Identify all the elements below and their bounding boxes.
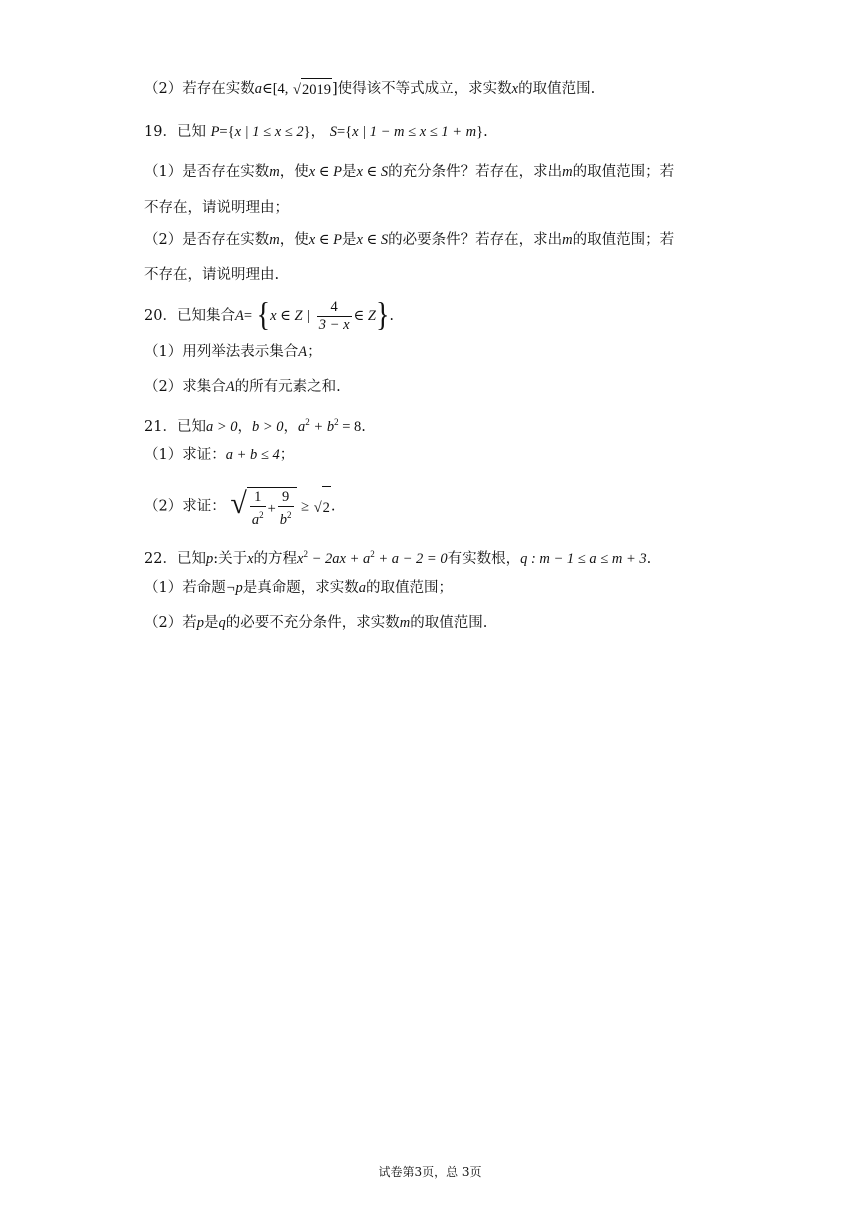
rbrace: } [303,124,311,140]
var-A: A [225,379,235,395]
denominator: 3 − x [318,316,350,333]
set-cond: ∈ Z [353,308,376,324]
plus: + [267,501,276,517]
q20-stem [144,296,394,336]
text: （1）求证： [144,447,226,463]
math: x [297,550,304,567]
text: 有实数根， [447,550,521,567]
text: 的必要条件？若存在，求出 [388,232,563,248]
text: ]使得该不等式成立，求实数 [332,81,512,97]
text: 的取值范围. [410,615,488,631]
q19-part2-cont [144,265,279,285]
text: （2）若存在实数 [144,81,255,97]
var-m: m [269,232,280,248]
lbrace: { [227,124,235,140]
math: a + b ≤ 4 [225,447,280,463]
q19-part1-cont [144,198,289,218]
q19-part1 [144,162,674,182]
numerator: 9 [278,489,294,507]
question-number: 21．已知 [144,418,206,435]
var-P: P [210,124,220,140]
q18-part2 [144,78,595,100]
question-number: 20．已知集合 [144,308,235,324]
q21-part2 [144,484,336,529]
text: ； [279,447,295,463]
var-x: x [247,550,254,567]
question-number: 22．已知 [144,550,206,567]
math: x ∈ S [356,164,389,180]
math: = 8 [338,418,362,435]
cond-b: b > 0 [252,418,284,435]
numerator: 4 [317,299,352,317]
page-footer: 试卷第3页，总 3页 [378,1165,482,1179]
var-m: m [269,164,280,180]
fraction [278,489,294,529]
text: 的方程 [253,550,298,567]
math: x ∈ P [308,232,342,248]
text: 的取值范围. [518,81,596,97]
text: 的取值范围； [366,580,454,596]
sep: ， [310,124,326,140]
q22-part1 [144,578,453,598]
q19-stem [144,122,488,142]
var-a: a [251,511,260,528]
cond-a: a > 0 [205,418,238,435]
text: 是 [342,232,357,248]
sqrt-2: √2 [314,486,331,528]
text: ，使 [279,232,309,248]
set-cond: x ∈ Z | [270,308,311,324]
text: 的充分条件？若存在，求出 [388,164,563,180]
text: 是 [203,615,219,631]
math: a [298,418,306,435]
radicand: 2019 [301,78,332,100]
text: （2）是否存在实数 [144,232,270,248]
rbrace: } [375,296,390,334]
period: . [389,308,395,324]
rbrace: } [476,124,484,140]
var-m: m [399,615,411,631]
text: 的所有元素之和. [234,379,341,395]
interval-start: ∈[4, [261,81,289,97]
q21-stem: 21．已知a > 0，b > 0，$a^2 + b^2 = 8$. [144,417,366,435]
var-x: x [511,81,519,97]
geq: ≥ [301,498,310,515]
text: ，使 [279,164,309,180]
math: − 2ax + a [307,550,371,567]
not-p: ¬p [225,580,243,596]
text: 不存在，请说明理由； [144,200,289,216]
text: 的必要不充分条件，求实数 [225,615,400,631]
text: :关于 [213,550,248,567]
q21-part1 [144,445,294,465]
text: 是真命题，求实数 [242,580,359,596]
text: ； [307,344,322,360]
var-m: m [562,164,573,180]
text: 是 [342,164,357,180]
q19-part2 [144,230,674,250]
sqrt-expression: √ $\frac{1}{a^2}$ + $\frac{9}{b^2}$ [230,484,296,529]
fraction [250,489,266,529]
var-A: A [234,308,244,324]
var-S: S [329,124,337,140]
var-b: b [279,511,287,528]
set-S: x | 1 − m ≤ x ≤ 1 + m [352,124,477,140]
math: x ∈ S [356,232,389,248]
period: . [361,418,366,435]
math: + a − 2 = 0 [374,550,448,567]
sep: ， [283,418,299,435]
text: （2）若 [144,615,197,631]
text: （1）若命题 [144,580,226,596]
q20-part2 [144,377,341,397]
var-a: a [254,81,262,97]
q22-stem: 22．已知p:关于x的方程$x^2 - 2ax + a^2 + a - 2 = 0$有实数根，q : m − 1 ≤ a ≤ m + 3. [144,549,652,567]
text: （1）是否存在实数 [144,164,270,180]
denominator: $b^2$ [279,510,292,528]
q20-part1 [144,342,322,362]
math: x ∈ P [308,164,342,180]
sqrt-2019: √2019 [293,78,332,100]
radicand [247,487,297,529]
proposition-q: q : m − 1 ≤ a ≤ m + 3 [520,550,647,567]
equals: = [336,124,346,140]
text: 的取值范围；若 [572,232,675,248]
var-m: m [562,232,573,248]
var-q: q [218,615,226,631]
text: 的取值范围；若 [572,164,675,180]
var-p: p [205,550,214,567]
q22-part2 [144,613,487,633]
sep: ， [237,418,252,435]
equals: = [243,308,252,324]
equals: = [219,124,228,140]
numerator: 1 [250,489,266,507]
var-a: a [358,580,367,596]
lbrace: { [256,296,271,334]
period: . [646,550,652,567]
lbrace: { [345,124,353,140]
set-P: x | 1 ≤ x ≤ 2 [234,124,304,140]
denominator: $a^2$ [251,510,264,528]
period: . [330,498,336,515]
var-A: A [298,344,308,360]
text: （1）用列举法表示集合 [144,344,299,360]
text: （2）求集合 [144,379,226,395]
radicand: 2 [322,486,331,528]
question-number: 19．已知 [144,124,206,140]
fraction [317,299,352,334]
period: . [483,124,488,140]
math: + b [309,418,335,435]
text: （2）求证： [144,498,226,515]
text: 不存在，请说明理由. [144,267,280,283]
var-p: p [196,615,204,631]
